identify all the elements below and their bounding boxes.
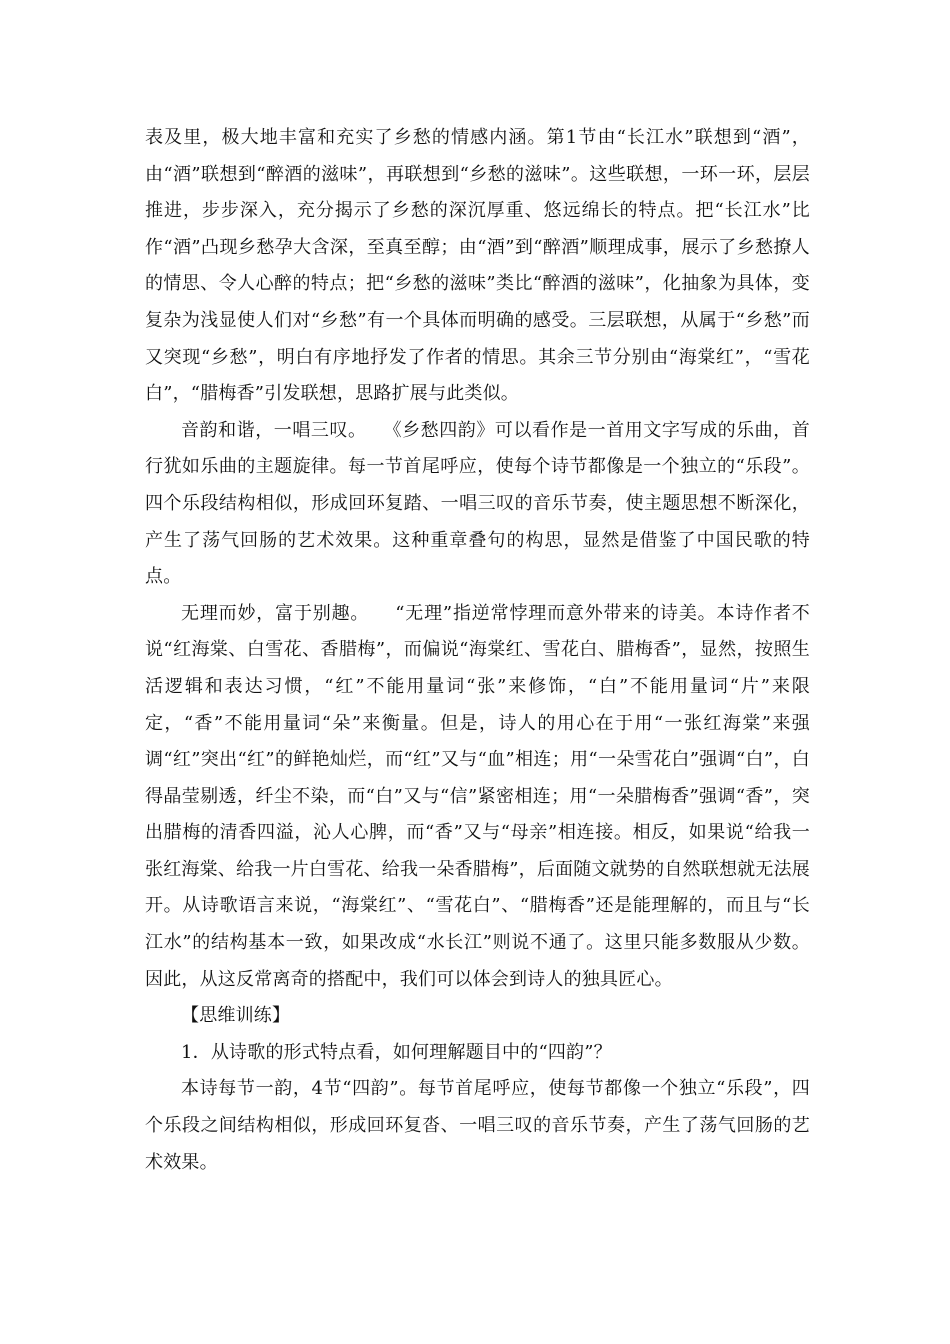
paragraph-text: 表及里，极大地丰富和充实了乡愁的情感内涵。第1节由“长江水”联想到“酒”，由“酒”联想到“醉酒的滋味”，再联想到“乡愁的滋味”。这些联想，一环一环，层层推进，步步深入，充分揭示了乡愁的深沉厚重、悠远绵长的特点。把“长江水”比作“酒”凸现乡愁孕大含深，至真至醇；由“酒”到“醉酒”顺理成事，展示了乡愁撩人的情思、令人心醉的特点；把“乡愁的滋味”类比“醉酒的滋味”，化抽象为具体，变复杂为浅显使人们对“乡愁”有一个具体而明确的感受。三层联想，从属于“乡愁”而又突现“乡愁”，明白有序地抒发了作者的情思。其余三节分别由“海棠红”，“雪花白”，“腊梅香”引发联想，思路扩展与此类似。: [145, 127, 810, 405]
paragraph-nostalgia-associations: [145, 120, 810, 413]
paragraph-illogical-beauty: [145, 596, 810, 999]
answer-paragraph: [145, 1071, 810, 1181]
paragraph-text: “无理”指逆常悖理而意外带来的诗美。本诗作者不说“红海棠、白雪花、香腊梅”，而偏说“海棠红、雪花白、腊梅香”，显然，按照生活逻辑和表达习惯，“红”不能用量词“张”来修饰，“白”不能用量词“片”来限定，“香”不能用量词“朵”来衡量。但是，诗人的用心在于用“一张红海棠”来强调“红”突出“红”的鲜艳灿烂，而“红”又与“血”相连；用“一朵雪花白”强调“白”，白得晶莹剔透，纤尘不染，而“白”又与“信”紧密相连；用“一朵腊梅香”强调“香”，突出腊梅的清香四溢，沁人心脾，而“香”又与“母亲”相连接。相反，如果说“给我一张红海棠、给我一片白雪花、给我一朵香腊梅”，后面随文就势的自然联想就无法展开。从诗歌语言来说，“海棠红”、“雪花白”、“腊梅香”还是能理解的，而且与“长江水”的结构基本一致，如果改成“水长江”则说不通了。这里只能多数服从少数。因此，从这反常离奇的搭配中，我们可以体会到诗人的独具匠心。: [145, 602, 810, 990]
paragraph-lead-heading: 无理而妙，富于别趣。: [181, 602, 370, 624]
section-heading-text: 【思维训练】: [181, 1005, 291, 1027]
paragraph-text: 《乡愁四韵》可以看作是一首用文字写成的乐曲，首行犹如乐曲的主题旋律。每一节首尾呼应，使每个诗节都像是一个独立的“乐段”。四个乐段结构相似，形成回环复踏、一唱三叹的音乐节奏，使主题思想不断深化，产生了荡气回肠的艺术效果。这种重章叠句的构思，显然是借鉴了中国民歌的特点。: [145, 419, 810, 588]
section-heading-thinking-training: [145, 998, 810, 1035]
paragraph-lead-heading: 音韵和谐，一唱三叹。: [181, 419, 367, 441]
question-item: [145, 1035, 810, 1072]
answer-text: 本诗每节一韵，4节“四韵”。每节首尾呼应，使每节都像一个独立“乐段”，四个乐段之间结构相似，形成回环复沓、一唱三叹的音乐节奏，产生了荡气回肠的艺术效果。: [145, 1078, 810, 1173]
document-page: [145, 120, 810, 1181]
question-text: 1．从诗歌的形式特点看，如何理解题目中的“四韵”？: [181, 1041, 612, 1063]
paragraph-harmonious-rhyme: [145, 413, 810, 596]
